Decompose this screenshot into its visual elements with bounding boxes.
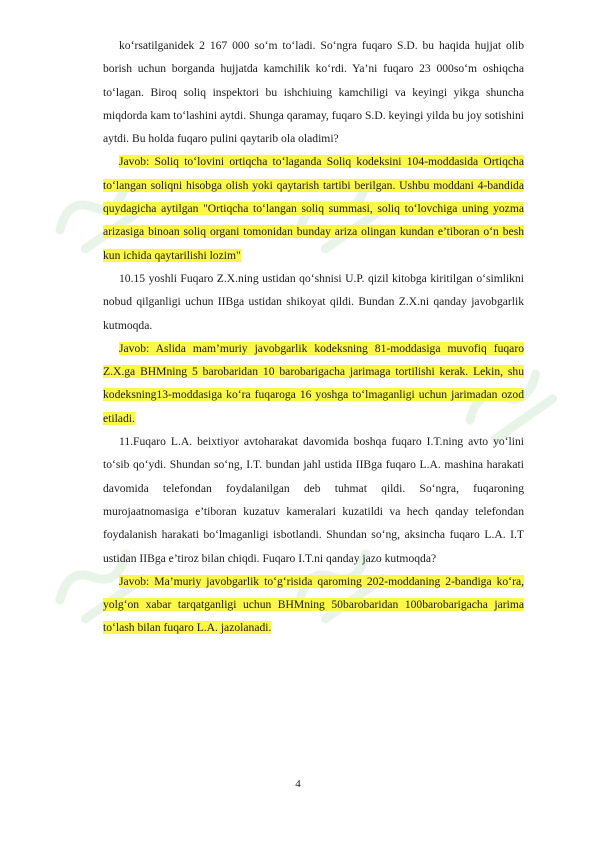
- question-paragraph-continued: ko‘rsatilganidek 2 167 000 so‘m to‘ladi. So‘ngra fuqaro S.D. bu haqida hujjat olib borish uchun borganda hujjatda kamchilik ko‘rdi. Ya’ni fuqaro 23 000so‘m oshiqcha to‘lagan. Biroq soliq inspektori bu ishchiuing kamchiligi va keyingi yikga shuncha miqdorda kam to‘lashini aytdi. Shunga qaramay, fuqaro S.D. keyingi yilda bu joy sotishini aytdi. Bu holda fuqaro pulini qaytarib ola oladimi?: [103, 39, 524, 146]
- answer-highlight-9: Javob: Soliq to‘lovini ortiqcha to‘laganda Soliq kodeksini 104-moddasida Ortiqcha to‘langan soliqni hisobga olish yoki qaytarish tartibi berilgan. Ushbu moddani 4-bandida quydagicha aytilgan "Ortiqcha to‘langan soliq summasi, soliq to‘lovchiga uning yozma arizasiga binoan soliq organi tomonidan bunday ariza olingan kundan e’tiboran o‘n besh kun ichida qaytarilishi lozim": [103, 155, 524, 262]
- answer-paragraph-9: [103, 150, 524, 266]
- answer-highlight-10: Javob: Aslida mam’muriy javobgarlik kodeksning 81-moddasiga muvofiq fuqaro Z.X.ga BHMning 5 barobaridan 10 barobarigacha jarimaga tortilishi kerak. Lekin, shu kodeksning13-moddasiga ko‘ra fuqaroga 16 yoshga to‘lmaganligi uchun jarimadan ozod etiladi.: [103, 341, 524, 425]
- answer-paragraph-11: [103, 570, 524, 640]
- document-body: [103, 34, 524, 640]
- answer-paragraph-10: [103, 337, 524, 430]
- page-number: 4: [295, 778, 301, 790]
- question-paragraph-10: 10.15 yoshli Fuqaro Z.X.ning ustidan qo‘shnisi U.P. qizil kitobga kiritilgan o‘simlikni nobud qilganligi uchun IIBga ustidan shikoyat qildi. Bundan Z.X.ni qanday javobgarlik kutmoqda.: [103, 271, 524, 332]
- question-paragraph-11: 11.Fuqaro L.A. beixtiyor avtoharakat davomida boshqa fuqaro I.T.ning avto yo‘lini to‘sib qo‘ydi. Shundan so‘ng, I.T. bundan jahl ustida IIBga fuqaro L.A. mashina harakati davomida telefondan foydalanilgan deb tuhmat qildi. So‘ngra, fuqaroning murojaatnomasiga e’tiboran kuzatuv kameralari kuzatildi va hech qanday telefondan foydalanish harakati bo‘lmaganligi isbotlandi. Shundan so‘ng, aksincha fuqaro L.A. I.T ustidan IIBga e’tiroz bilan chiqdi. Fuqaro I.T.ni qanday jazo kutmoqda?: [103, 435, 524, 565]
- answer-highlight-11: Javob: Ma’muriy javobgarlik to‘g‘risida qaroming 202-moddaning 2-bandiga ko‘ra, yolg‘on xabar tarqatganligi uchun BHMning 50barobaridan 100barobarigacha jarima to‘lash bilan fuqaro L.A. jazolanadi.: [103, 574, 524, 635]
